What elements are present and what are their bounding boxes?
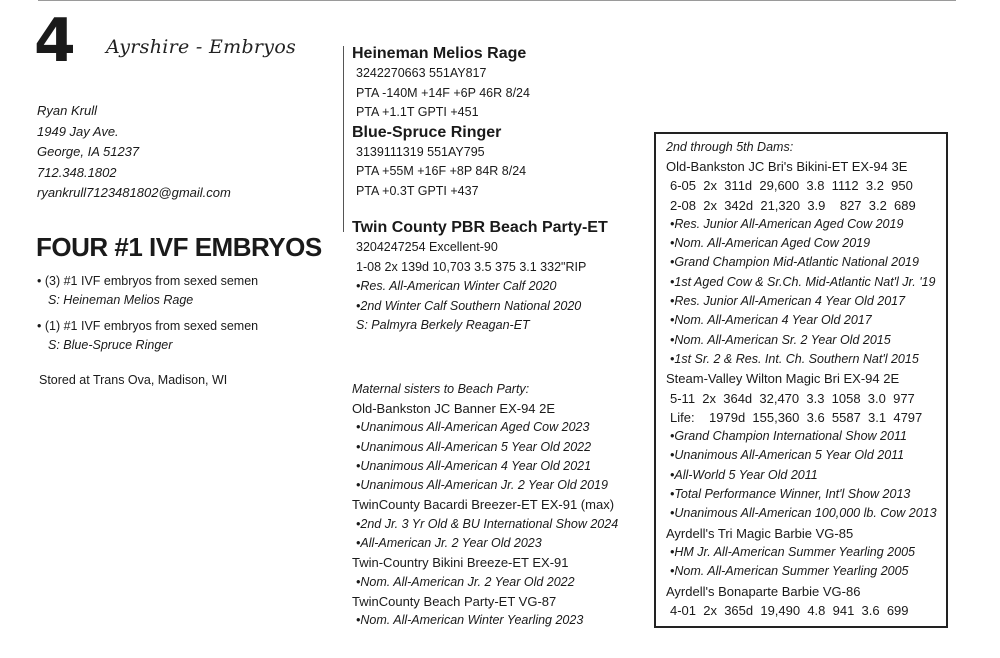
dam-id: 3204247254 Excellent-90 [356,240,498,254]
sister-name: Old-Bankston JC Banner EX-94 2E [352,401,556,416]
dam-sire: S: Palmyra Berkely Reagan-ET [356,318,530,332]
dam-3-award: •Grand Champion International Show 2011 [670,429,907,444]
sister-name: TwinCounty Bacardi Breezer-ET EX-91 (max) [352,497,615,513]
top-rule [38,0,956,1]
sister-name: Twin-Country Bikini Breeze-ET EX-91 [352,555,569,571]
dams-heading: 2nd through 5th Dams: [666,140,794,154]
sister-award: •Unanimous All-American Aged Cow 2023 [356,420,590,435]
lot-number: 4 [34,6,75,76]
dam-4-award: •HM Jr. All-American Summer Yearling 2005 [670,544,915,559]
sister-award: •Unanimous All-American Jr. 2 Year Old 2019 [356,478,608,493]
consignor-street: 1949 Jay Ave. [37,123,119,139]
sister-name: TwinCounty Beach Party-ET VG-87 [352,593,557,609]
sister-award: •All-American Jr. 2 Year Old 2023 [356,536,542,551]
dam-3-award: •All-World 5 Year Old 2011 [670,467,818,482]
dam-4-award: •Nom. All-American Summer Yearling 2005 [670,564,909,579]
dam-2-record: 6-05 2x 311d 29,600 3.8 1112 3.2 950 [670,178,913,194]
sire-1-line: PTA -140M +14F +6P 46R 8/24 [356,85,530,100]
maternal-sisters [352,379,652,631]
dam-3-name: Steam-Valley Wilton Magic Bri EX-94 2E [666,371,900,387]
dam-2-award: •Grand Champion Mid-Atlantic National 2019 [670,255,919,270]
dam-2-name: Old-Bankston JC Bri's Bikini-ET EX-94 3E [666,159,908,174]
dam-4-name: Ayrdell's Tri Magic Barbie VG-85 [666,525,854,541]
offer-item: • (3) #1 IVF embryos from sexed semen [37,274,259,288]
dam-5-name: Ayrdell's Bonaparte Barbie VG-86 [666,583,861,599]
offer-item-sire [37,336,258,355]
offer-list [37,272,258,355]
sire-2-name: Blue-Spruce Ringer [352,123,502,141]
dam-5-record: 4-01 2x 365d 19,490 4.8 941 3.6 699 [670,602,909,618]
consignor-email: ryankrull7123481802@gmail.com [37,185,231,200]
pedigree-column [352,44,652,336]
storage-note: Stored at Trans Ova, Madison, WI [39,373,228,387]
sire-2-line: 3139111319 551AY795 [356,144,485,159]
sister-award: •Unanimous All-American 4 Year Old 2021 [356,458,592,473]
dam-2-award: •Nom. All-American Aged Cow 2019 [670,236,871,251]
sire-name: Blue-Spruce Ringer [63,338,173,352]
dam-2-award: •Res. Junior All-American Aged Cow 2019 [670,216,904,231]
consignor-city: George, IA 51237 [37,144,140,159]
offer-item: • (1) #1 IVF embryos from sexed semen [37,319,259,333]
column-divider [343,46,344,232]
offer-item-sire [37,291,258,310]
dam-award: •2nd Winter Calf Southern National 2020 [356,298,582,313]
dam-2-award: •Res. Junior All-American 4 Year Old 2017 [670,294,906,309]
sire-1-line: PTA +1.1T GPTI +451 [356,105,479,119]
sister-award: •2nd Jr. 3 Yr Old & BU International Show 2024 [356,516,619,531]
sister-award: •Nom. All-American Jr. 2 Year Old 2022 [356,574,575,589]
sire-prefix: S: [48,293,60,307]
consignor-phone: 712.348.1802 [37,164,117,180]
dam-2-award: •1st Aged Cow & Sr.Ch. Mid-Atlantic Nat'l Jr. '19 [670,274,936,289]
sire-prefix: S: [48,338,60,352]
sire-name: Heineman Melios Rage [63,293,194,307]
sister-award: •Nom. All-American Winter Yearling 2023 [356,613,584,628]
sire-1-name: Heineman Melios Rage [352,45,527,62]
consignor-name: Ryan Krull [37,103,97,118]
sire-2-line: PTA +55M +16F +8P 84R 8/24 [356,164,527,178]
dam-3-record: 5-11 2x 364d 32,470 3.3 1058 3.0 977 [670,390,915,406]
sire-1-line: 3242270663 551AY817 [356,66,487,80]
dam-name: Twin County PBR Beach Party-ET [352,219,608,236]
dams-box [654,132,948,628]
dam-3-award: •Unanimous All-American 5 Year Old 2011 [670,448,905,463]
dam-3-record: Life: 1979d 155,360 3.6 5587 3.1 4797 [670,409,923,425]
maternal-heading: Maternal sisters to Beach Party: [352,382,530,396]
consignor-contact [37,101,231,204]
dam-award: •Res. All-American Winter Calf 2020 [356,279,557,293]
sister-award: •Unanimous All-American 5 Year Old 2022 [356,439,592,454]
lot-subtitle: Ayrshire - Embryos [106,36,297,58]
dam-2-record: 2-08 2x 342d 21,320 3.9 827 3.2 689 [670,197,916,213]
dam-2-award: •1st Sr. 2 & Res. Int. Ch. Southern Nat'l 2015 [670,351,919,366]
dam-record: 1-08 2x 139d 10,703 3.5 375 3.1 332"RIP [356,259,587,274]
dam-2-award: •Nom. All-American Sr. 2 Year Old 2015 [670,332,891,347]
dam-3-award: •Unanimous All-American 100,000 lb. Cow 2013 [670,506,937,521]
dam-3-award: •Total Performance Winner, Int'l Show 2013 [670,487,911,502]
sire-2-line: PTA +0.3T GPTI +437 [356,183,479,198]
offer-headline: FOUR #1 IVF EMBRYOS [36,232,322,262]
dam-2-award: •Nom. All-American 4 Year Old 2017 [670,313,872,328]
